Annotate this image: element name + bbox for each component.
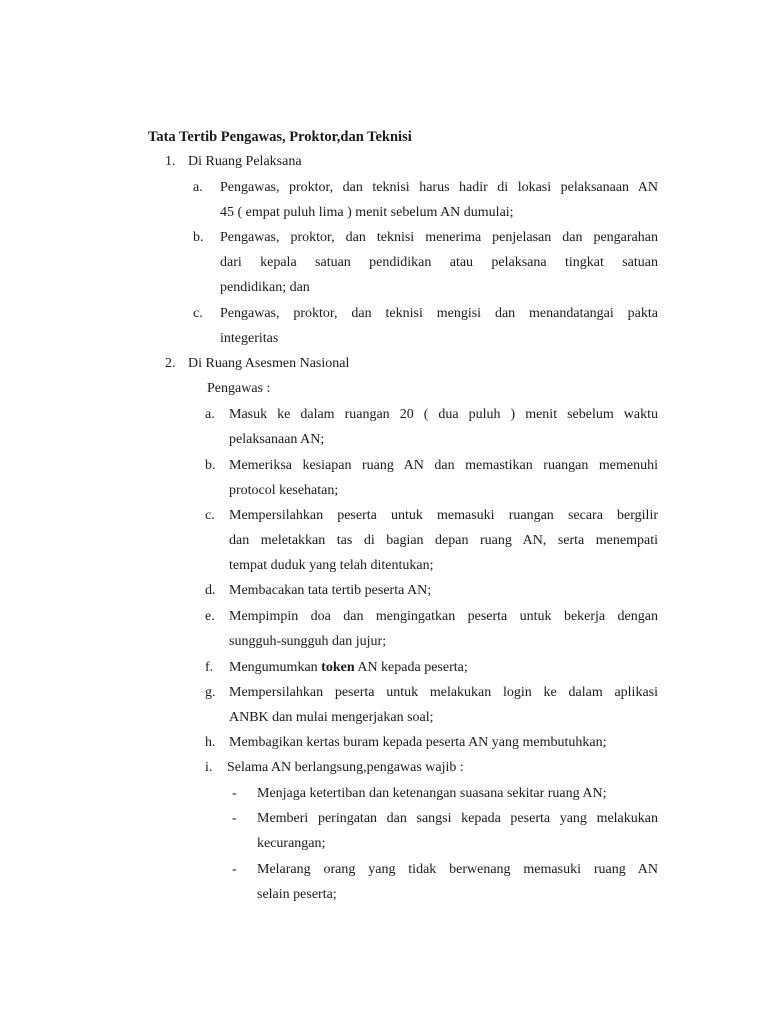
s1-item-c-line1: Pengawas, proktor, dan teknisi mengisi dan menandatangai pakta [220, 306, 658, 321]
duty-2-marker: - [232, 811, 237, 826]
section-2-number: 2. [165, 356, 176, 371]
s2-item-f-line1 [229, 660, 468, 676]
duty-3-line1: Melarang orang yang tidak berwenang memasuki ruang AN [257, 862, 658, 877]
duty-1-marker: - [232, 786, 237, 801]
s1-item-b-line3: pendidikan; dan [220, 280, 310, 295]
s2-item-c-line2: dan meletakkan tas di bagian depan ruang AN, serta menempati [229, 533, 658, 548]
s1-item-a-line1: Pengawas, proktor, dan teknisi harus hadir di lokasi pelaksanaan AN [220, 180, 658, 195]
document-title: Tata Tertib Pengawas, Proktor,dan Teknisi [148, 129, 412, 145]
section-1-heading: Di Ruang Pelaksana [188, 154, 302, 169]
s2-item-g-line1: Mempersilahkan peserta untuk melakukan login ke dalam aplikasi [229, 685, 658, 700]
s2-item-a-marker: a. [205, 407, 215, 422]
section-2-subheading: Pengawas : [207, 381, 271, 396]
s2-item-e-marker: e. [205, 609, 215, 624]
s2-item-i-line1: Selama AN berlangsung,pengawas wajib : [227, 760, 464, 775]
s1-item-c-line2: integeritas [220, 331, 279, 346]
s2-item-a-line1: Masuk ke dalam ruangan 20 ( dua puluh ) menit sebelum waktu [229, 407, 658, 422]
s1-item-b-marker: b. [193, 230, 204, 245]
s2-item-f-post: AN kepada peserta; [354, 660, 468, 675]
s1-item-a-marker: a. [193, 180, 203, 195]
token-keyword: token [321, 660, 355, 675]
duty-3-line2: selain peserta; [257, 887, 337, 902]
duty-2-line1: Memberi peringatan dan sangsi kepada peserta yang melakukan [257, 811, 658, 826]
duty-2-line2: kecurangan; [257, 836, 326, 851]
s2-item-g-line2: ANBK dan mulai mengerjakan soal; [229, 710, 434, 725]
s1-item-b-line2: dari kepala satuan pendidikan atau pelaksana tingkat satuan [220, 255, 658, 270]
s2-item-h-line1: Membagikan kertas buram kepada peserta AN yang membutuhkan; [229, 735, 607, 750]
s2-item-c-marker: c. [205, 508, 215, 523]
s2-item-g-marker: g. [205, 685, 216, 700]
s2-item-d-marker: d. [205, 583, 216, 598]
s2-item-h-marker: h. [205, 735, 216, 750]
s2-item-c-line1: Mempersilahkan peserta untuk memasuki ruangan secara bergilir [229, 508, 658, 523]
duty-1-line1: Menjaga ketertiban dan ketenangan suasana sekitar ruang AN; [257, 786, 607, 801]
s2-item-b-line2: protocol kesehatan; [229, 483, 339, 498]
s1-item-c-marker: c. [193, 306, 203, 321]
section-1-number: 1. [165, 154, 176, 169]
s2-item-a-line2: pelaksanaan AN; [229, 432, 325, 447]
s2-item-e-line1: Mempimpin doa dan mengingatkan peserta untuk bekerja dengan [229, 609, 658, 624]
s2-item-f-pre: Mengumumkan [229, 660, 322, 675]
s2-item-i-marker: i. [205, 760, 213, 775]
section-2-heading: Di Ruang Asesmen Nasional [188, 356, 350, 371]
s1-item-b-line1: Pengawas, proktor, dan teknisi menerima penjelasan dan pengarahan [220, 230, 658, 245]
s2-item-e-line2: sungguh-sungguh dan jujur; [229, 634, 387, 649]
s2-item-b-line1: Memeriksa kesiapan ruang AN dan memastikan ruangan memenuhi [229, 458, 658, 473]
s1-item-a-line2: 45 ( empat puluh lima ) menit sebelum AN dumulai; [220, 205, 514, 220]
duty-3-marker: - [232, 862, 237, 877]
s2-item-c-line3: tempat duduk yang telah ditentukan; [229, 558, 434, 573]
s2-item-b-marker: b. [205, 458, 216, 473]
s2-item-f-marker: f. [205, 660, 214, 675]
s2-item-d-line1: Membacakan tata tertib peserta AN; [229, 583, 432, 598]
